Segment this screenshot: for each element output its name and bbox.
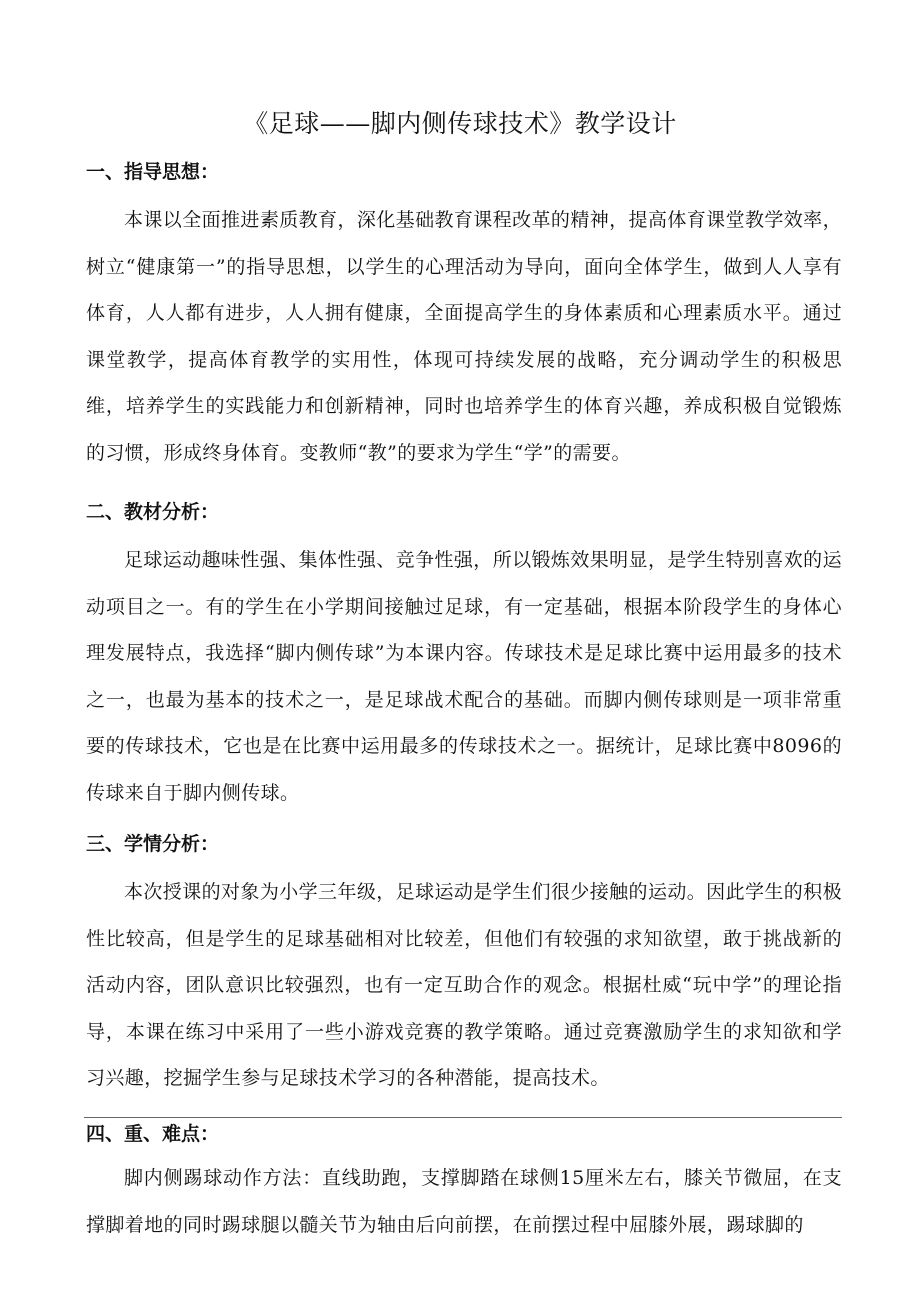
section-body-key-difficult-points: 脚内侧踢球动作方法：直线助跑，支撑脚踏在球侧15厘米左右，膝关节微屈，在支撑脚着地的同时踢球腿以髓关节为轴由后向前摆，在前摆过程中屈膝外展，踢球脚的 — [86, 1167, 842, 1236]
section-body-learner-analysis: 本次授课的对象为小学三年级，足球运动是学生们很少接触的运动。因此学生的积极性比较高，但是学生的足球基础相对比较差，但他们有较强的求知欲望，敢于挑战新的活动内容，团队意识比较强烈，也有一定互助合作的观念。根据杜威“玩中学”的理论指导，本课在练习中采用了一些小游戏竞赛的教学策略。通过竞赛激励学生的求知欲和学习兴趣，挖掘学生参与足球技术学习的各种潜能，提高技术。 — [86, 881, 842, 1089]
section-heading-learner-analysis: 三、学情分析： — [86, 833, 220, 855]
document-title: 《足球——脚内侧传球技术》教学设计 — [243, 109, 677, 138]
section-heading-key-difficult-points: 四、重、难点： — [86, 1123, 220, 1145]
section-divider — [84, 1117, 842, 1118]
section-heading-material-analysis: 二、教材分析： — [86, 501, 220, 523]
section-heading-guiding-ideology: 一、指导思想： — [86, 161, 220, 183]
section-body-material-analysis: 足球运动趣味性强、集体性强、竞争性强，所以锻炼效果明显，是学生特别喜欢的运动项目之一。有的学生在小学期间接触过足球，有一定基础，根据本阶段学生的身体心理发展特点，我选择“脚内侧传球”为本课内容。传球技术是足球比赛中运用最多的技术之一，也最为基本的技术之一，是足球战术配合的基础。而脚内侧传球则是一项非常重要的传球技术，它也是在比赛中运用最多的传球技术之一。据统计，足球比赛中8096的传球来自于脚内侧传球。 — [86, 549, 842, 804]
section-body-guiding-ideology: 本课以全面推进素质教育，深化基础教育课程改革的精神，提高体育课堂教学效率，树立“健康第一”的指导思想，以学生的心理活动为导向，面向全体学生，做到人人享有体育，人人都有进步，人人拥有健康，全面提高学生的身体素质和心理素质水平。通过课堂教学，提高体育教学的实用性，体现可持续发展的战略，充分调动学生的积极思维，培养学生的实践能力和创新精神，同时也培养学生的体育兴趣，养成积极自觉锻炼的习惯，形成终身体育。变教师“教”的要求为学生“学”的需要。 — [86, 209, 842, 464]
